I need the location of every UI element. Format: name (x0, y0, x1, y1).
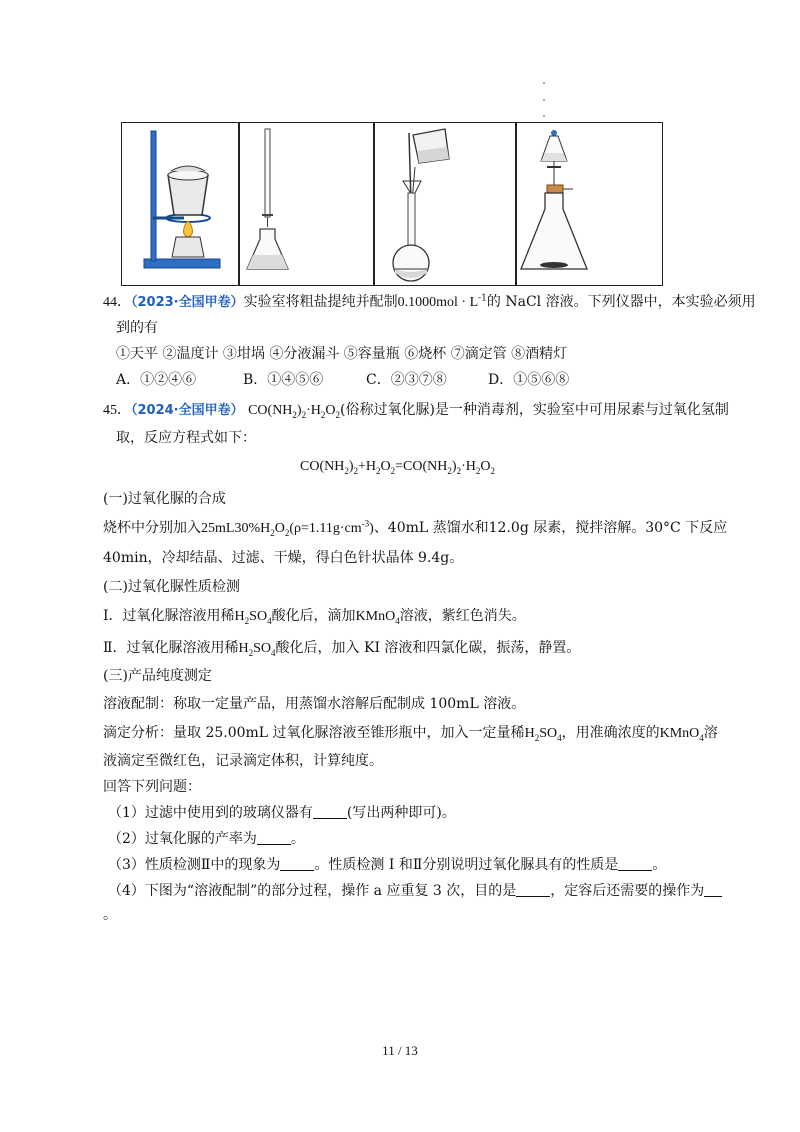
option-a[interactable]: A．①②④⑥ (116, 372, 197, 388)
part-text: （4）下图为“溶液配制”的部分过程，操作 a 应重复 3 次，目的是 (108, 883, 517, 899)
mark-dot (543, 82, 545, 84)
reagent-h2o2: $25mL30\%H_2O_2(\rho=1.11g\cdot cm^{-3})$ (201, 518, 374, 538)
question-source: （2023·全国甲卷） (131, 295, 244, 310)
q44-items: ①天平 ②温度计 ③坩埚 ④分液漏斗 ⑤容量瓶 ⑥烧杯 ⑦滴定管 ⑧酒精灯 (116, 346, 568, 362)
q44-stem-part: 实验室将粗盐提纯并配制 (243, 294, 398, 310)
option-d[interactable]: D．①⑤⑥⑧ (488, 372, 570, 388)
titration-text: ，用准确浓度的 (561, 725, 660, 741)
syn-text: 、40mL 蒸馏水和12.0g 尿素，搅拌溶解。30°C 下反应 (373, 520, 728, 536)
section-2: (二)过氧化脲性质检测 (103, 579, 240, 595)
answer-blank[interactable] (704, 882, 722, 897)
titration-text: 溶 (703, 725, 718, 741)
crucible-stand-figure (122, 123, 238, 285)
q44-stem-part: 的 NaCl 溶液。下列仪器中，本实验必须用 (486, 294, 756, 310)
part-4-end: 。 (103, 907, 117, 923)
test-text: 溶液，紫红色消失。 (399, 608, 526, 624)
part-text: （2）过氧化脲的产率为 (108, 831, 257, 847)
section-3: (三)产品纯度测定 (103, 668, 212, 684)
part-text: 。 (652, 857, 667, 873)
part-text: （3）性质检测Ⅱ中的现象为 (108, 857, 281, 873)
formula-h2so4: $H_2SO_4$ (234, 609, 272, 626)
part-text: 。性质检测 I 和Ⅱ分别说明过氧化脲具有的性质是 (314, 857, 619, 873)
test-text: I．过氧化脲溶液用稀 (103, 608, 235, 624)
q45-stem (103, 400, 729, 421)
answer-blank[interactable] (257, 830, 291, 845)
prep-line: 溶液配制：称取一定量产品，用蒸馏水溶解后配制成 100mL 溶液。 (103, 696, 526, 712)
q45-stem-part: (俗称过氧化脲)是一种消毒剂，实验室中可用尿素与过氧化氢制 (340, 402, 729, 418)
answer-blank[interactable] (280, 856, 314, 871)
transfer-figure (375, 123, 515, 285)
gas-generator-figure (517, 123, 663, 285)
formula-h2so4: $H_2SO_4$ (238, 641, 276, 658)
apparatus-figure (121, 122, 663, 286)
syn-text: 烧杯中分别加入 (103, 520, 201, 536)
question-number: 45． (103, 403, 131, 418)
formula-peroxide-urea: $CO(NH_2)_2\cdot H_2O_2$ (248, 403, 340, 420)
part-text: (写出两种即可)。 (346, 805, 456, 821)
part-2 (108, 829, 305, 849)
page-number: 11 / 13 (382, 1043, 418, 1058)
question-source: （2024·全国甲卷） (131, 403, 244, 418)
titration-line-2: 液滴定至微红色，记录滴定体积，计算纯度。 (103, 753, 383, 769)
section-1: (一)过氧化脲的合成 (103, 491, 226, 507)
part-4 (108, 881, 722, 901)
part-text: 。 (290, 831, 305, 847)
formula-kmno4: KMnO$_4$ (659, 726, 704, 743)
concentration-exponent: -1 (478, 293, 487, 304)
q44-stem (103, 292, 756, 313)
part-text: （1）过滤中使用到的玻璃仪器有 (108, 805, 313, 821)
test-1 (103, 606, 526, 627)
option-b[interactable]: B．①④⑤⑥ (243, 372, 324, 388)
test-text: Ⅱ．过氧化脲溶液用稀 (103, 640, 239, 656)
option-c[interactable]: C．②③⑦⑧ (366, 372, 447, 388)
q44-stem-cont: 到的有 (116, 320, 158, 336)
answer-blank[interactable] (618, 856, 652, 871)
test-text: 酸化后，加入 KI 溶液和四氯化碳，振荡，静置。 (275, 640, 581, 656)
question-number: 44． (103, 295, 131, 310)
titration-line-1 (103, 723, 718, 744)
mark-dot (543, 99, 545, 101)
answer-blank[interactable] (516, 882, 550, 897)
titration-text: 滴定分析：量取 25.00mL 过氧化脲溶液至锥形瓶中，加入一定量稀 (103, 725, 525, 741)
answer-blank[interactable] (313, 804, 347, 819)
part-3 (108, 855, 666, 875)
formula-h2so4: $H_2SO_4$ (524, 726, 562, 743)
reaction-equation: $CO(NH_2)_2+H_2O_2=CO(NH_2)_2\cdot H_2O_2$ (300, 459, 495, 476)
part-1 (108, 803, 456, 823)
test-text: 酸化后，滴加 (271, 608, 356, 624)
synthesis-line-1 (103, 518, 727, 539)
formula-kmno4: KMnO$_4$ (355, 609, 400, 626)
q45-stem-cont: 取，反应方程式如下： (116, 430, 256, 446)
burette-flask-figure (240, 123, 373, 285)
part-text: ，定容后还需要的操作为 (550, 883, 705, 899)
concentration: 0.1000mol · L (397, 295, 479, 310)
synthesis-line-2: 40min，冷却结晶、过滤、干燥，得白色针状晶体 9.4g。 (103, 550, 464, 566)
mark-dot (543, 115, 545, 117)
answer-prompt: 回答下列问题： (103, 779, 201, 795)
test-2 (103, 638, 580, 659)
